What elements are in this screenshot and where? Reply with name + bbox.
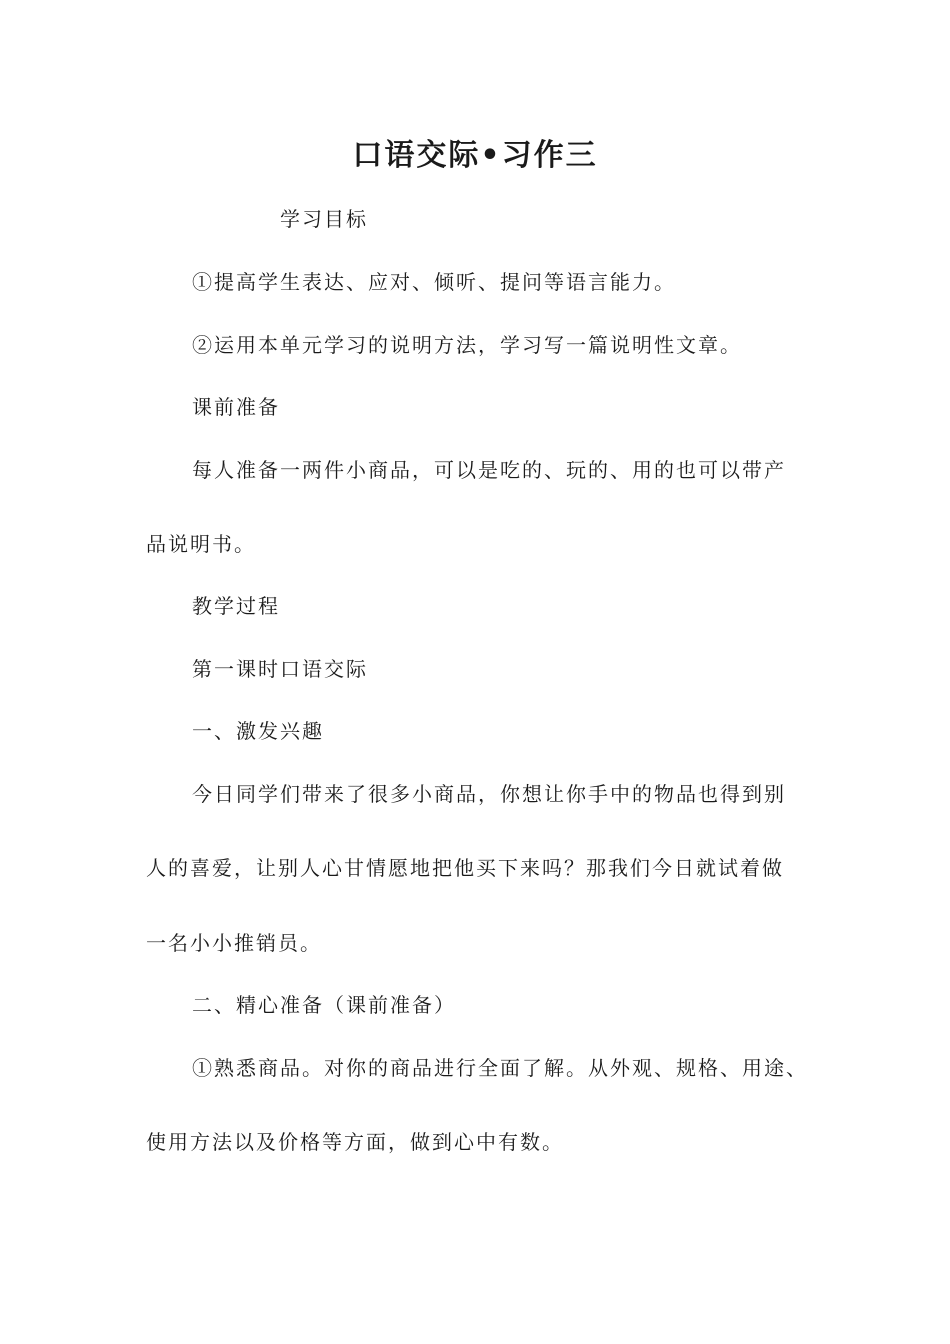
section-2-item-1-line-1: ①熟悉商品。对你的商品进行全面了解。从外观、规格、用途、: [192, 1056, 808, 1080]
heading-first-lesson: 第一课时口语交际: [192, 657, 368, 681]
section-1-heading: 一、激发兴趣: [192, 719, 324, 743]
section-1-para-line-2: 人的喜爱，让别人心甘情愿地把他买下来吗？那我们今日就试着做: [146, 856, 784, 880]
section-2-heading: 二、精心准备（课前准备）: [192, 993, 456, 1017]
heading-learning-objectives: 学习目标: [280, 207, 368, 231]
heading-preparation: 课前准备: [192, 395, 280, 419]
section-2-item-1-line-2: 使用方法以及价格等方面，做到心中有数。: [146, 1130, 564, 1154]
preparation-text-line-2: 品说明书。: [146, 532, 256, 556]
section-1-para-line-1: 今日同学们带来了很多小商品，你想让你手中的物品也得到别: [192, 782, 786, 806]
preparation-text-line-1: 每人准备一两件小商品，可以是吃的、玩的、用的也可以带产: [192, 458, 786, 482]
document-title: 口语交际•习作三: [352, 138, 598, 173]
heading-teaching-process: 教学过程: [192, 594, 280, 618]
objective-2: ②运用本单元学习的说明方法，学习写一篇说明性文章。: [192, 333, 742, 357]
objective-1: ①提高学生表达、应对、倾听、提问等语言能力。: [192, 270, 676, 294]
section-1-para-line-3: 一名小小推销员。: [146, 931, 322, 955]
